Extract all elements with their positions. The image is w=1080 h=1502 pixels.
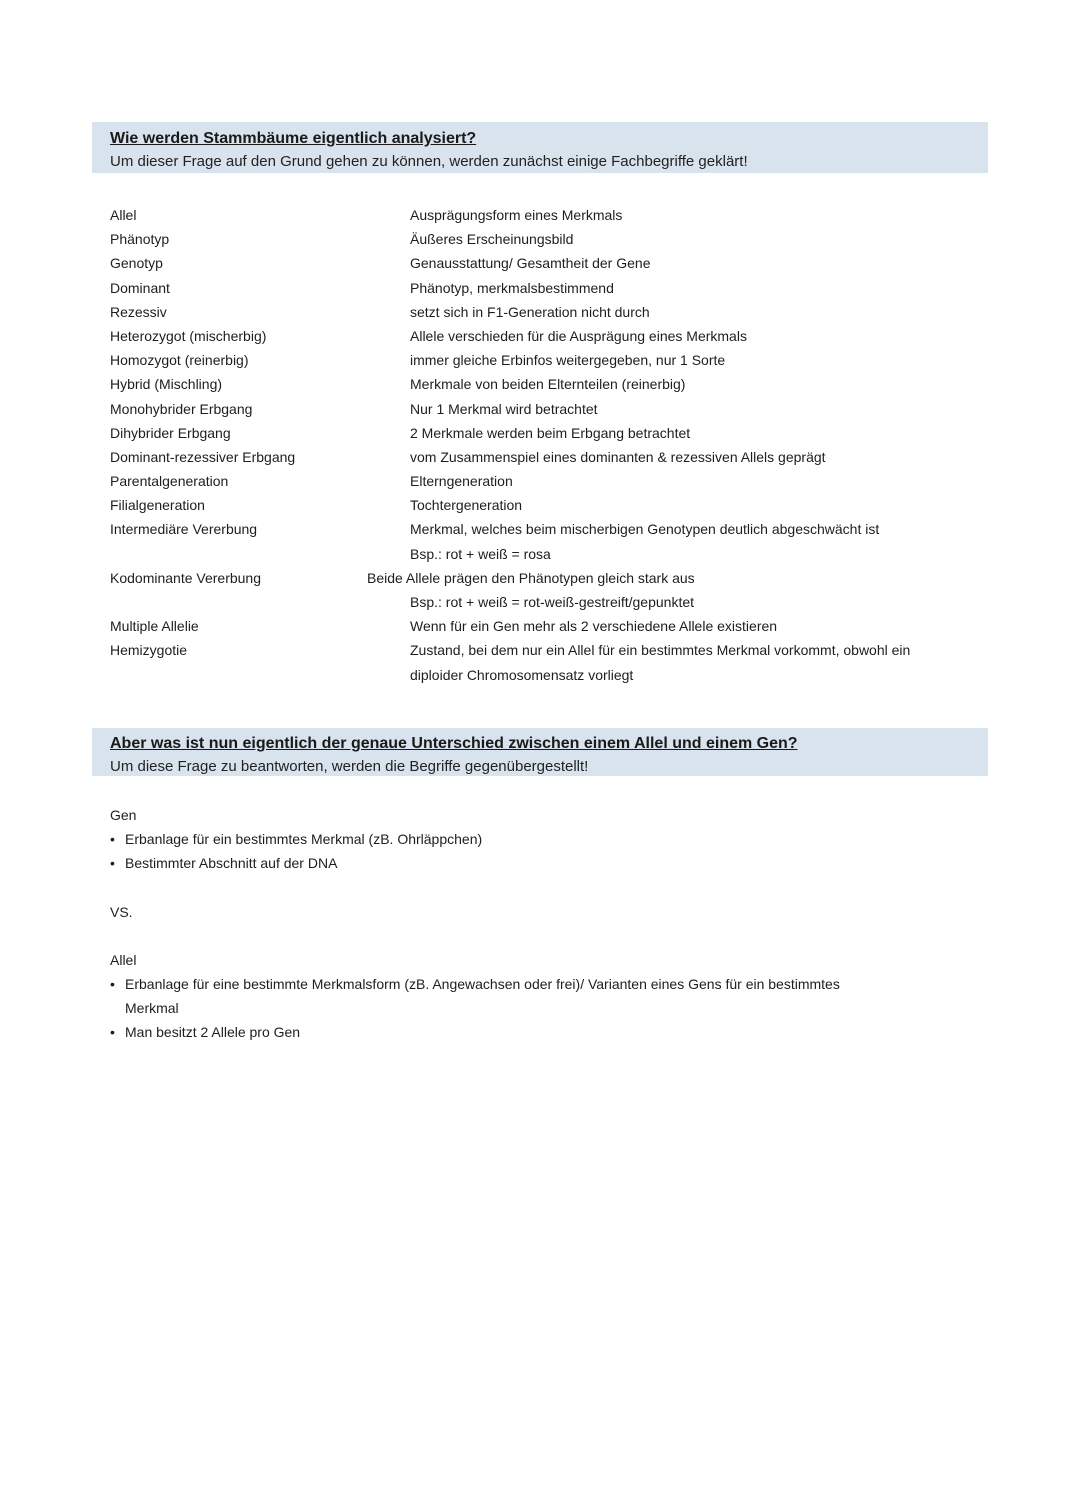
section-subtitle: Um dieser Frage auf den Grund gehen zu können, werden zunächst einige Fachbegriffe geklärt!: [110, 153, 748, 170]
list-item-text: Erbanlage für ein bestimmtes Merkmal (zB. Ohrläppchen): [125, 831, 483, 847]
glossary-row: [110, 493, 980, 517]
glossary-term: Phänotyp: [110, 231, 170, 248]
glossary-row: [110, 614, 980, 638]
glossary-definition: immer gleiche Erbinfos weitergegeben, nur 1 Sorte: [410, 352, 726, 369]
glossary-term: Intermediäre Vererbung: [110, 521, 258, 538]
glossary-definition: Phänotyp, merkmalsbestimmend: [410, 279, 614, 296]
bullet-icon: •: [110, 1024, 115, 1040]
glossary-term: Homozygot (reinerbig): [110, 352, 249, 369]
glossary-row: [110, 203, 980, 227]
bullet-icon: •: [110, 855, 115, 871]
glossary-row: [110, 348, 980, 372]
glossary-row: [110, 421, 980, 445]
glossary-row: [110, 251, 980, 275]
glossary-term: Multiple Allelie: [110, 618, 199, 635]
glossary-term: Hemizygotie: [110, 642, 188, 659]
glossary-row: [110, 300, 980, 324]
glossary-term: Parentalgeneration: [110, 473, 229, 490]
glossary-definition: Beide Allele prägen den Phänotypen gleich stark aus: [367, 569, 695, 586]
glossary-row: [110, 663, 980, 687]
glossary-definition: Ausprägungsform eines Merkmals: [410, 207, 623, 223]
glossary-row: [110, 638, 980, 662]
glossary-row: [110, 372, 980, 396]
glossary-term: Monohybrider Erbgang: [110, 400, 253, 417]
glossary-row: [110, 517, 980, 541]
glossary-definition: Nur 1 Merkmal wird betrachtet: [410, 400, 598, 417]
glossary-definition: Allele verschieden für die Ausprägung eines Merkmals: [410, 327, 747, 344]
glossary-definition: 2 Merkmale werden beim Erbgang betrachtet: [410, 424, 691, 441]
versus-label: VS.: [110, 904, 133, 920]
glossary-term: Dominant: [110, 279, 170, 296]
glossary-row: [110, 445, 980, 469]
glossary-definition: Bsp.: rot + weiß = rosa: [410, 545, 551, 562]
glossary-row: [110, 397, 980, 421]
glossary-row: [110, 324, 980, 348]
glossary-term: Filialgeneration: [110, 497, 205, 514]
glossary-row: [110, 566, 980, 590]
gen-heading: Gen: [110, 807, 137, 823]
section-title: Wie werden Stammbäume eigentlich analysiert?: [110, 130, 477, 147]
glossary-definition: Tochtergeneration: [410, 497, 523, 514]
glossary-definition: setzt sich in F1-Generation nicht durch: [410, 303, 650, 320]
glossary-definition: Merkmal, welches beim mischerbigen Genotypen deutlich abgeschwächt ist: [410, 521, 880, 538]
section-subtitle: Um diese Frage zu beantworten, werden die Begriffe gegenübergestellt!: [110, 758, 589, 775]
glossary-definition: Elterngeneration: [410, 473, 513, 490]
glossary-row: [110, 590, 980, 614]
glossary-term: Allel: [110, 207, 137, 223]
glossary-term: Kodominante Vererbung: [110, 569, 261, 586]
glossary-definition: Merkmale von beiden Elternteilen (reinerbig): [410, 376, 686, 393]
glossary-list: [110, 203, 980, 687]
list-item-text: Bestimmter Abschnitt auf der DNA: [125, 855, 338, 871]
section-title: Aber was ist nun eigentlich der genaue Unterschied zwischen einem Allel und einem Gen?: [110, 735, 798, 752]
glossary-definition: diploider Chromosomensatz vorliegt: [410, 666, 634, 683]
glossary-term: Rezessiv: [110, 303, 167, 320]
glossary-definition: Wenn für ein Gen mehr als 2 verschiedene Allele existieren: [410, 618, 778, 635]
glossary-row: [110, 542, 980, 566]
glossary-definition: Bsp.: rot + weiß = rot-weiß-gestreift/gepunktet: [410, 594, 695, 610]
glossary-definition: vom Zusammenspiel eines dominanten & rezessiven Allels geprägt: [410, 448, 826, 465]
glossary-definition: Zustand, bei dem nur ein Allel für ein bestimmtes Merkmal vorkommt, obwohl ein: [410, 642, 911, 659]
bullet-icon: •: [110, 976, 115, 992]
bullet-icon: •: [110, 831, 115, 847]
list-item-text: Erbanlage für eine bestimmte Merkmalsform (zB. Angewachsen oder frei)/ Varianten eines Gens für ein bestimmtes: [125, 976, 840, 992]
glossary-term: Heterozygot (mischerbig): [110, 327, 267, 344]
glossary-definition: Äußeres Erscheinungsbild: [410, 231, 574, 248]
list-item-text: Man besitzt 2 Allele pro Gen: [125, 1024, 301, 1040]
allel-heading: Allel: [110, 952, 137, 968]
section-header-stammbaeume: [92, 122, 988, 173]
glossary-term: Genotyp: [110, 255, 163, 272]
glossary-row: [110, 227, 980, 251]
glossary-row: [110, 276, 980, 300]
section-header-allel-gen: [92, 728, 988, 776]
glossary-term: Hybrid (Mischling): [110, 376, 223, 393]
glossary-definition: Genausstattung/ Gesamtheit der Gene: [410, 255, 651, 272]
glossary-term: Dominant-rezessiver Erbgang: [110, 448, 296, 465]
glossary-term: Dihybrider Erbgang: [110, 424, 231, 441]
glossary-row: [110, 469, 980, 493]
list-item-text: Merkmal: [125, 1000, 179, 1016]
